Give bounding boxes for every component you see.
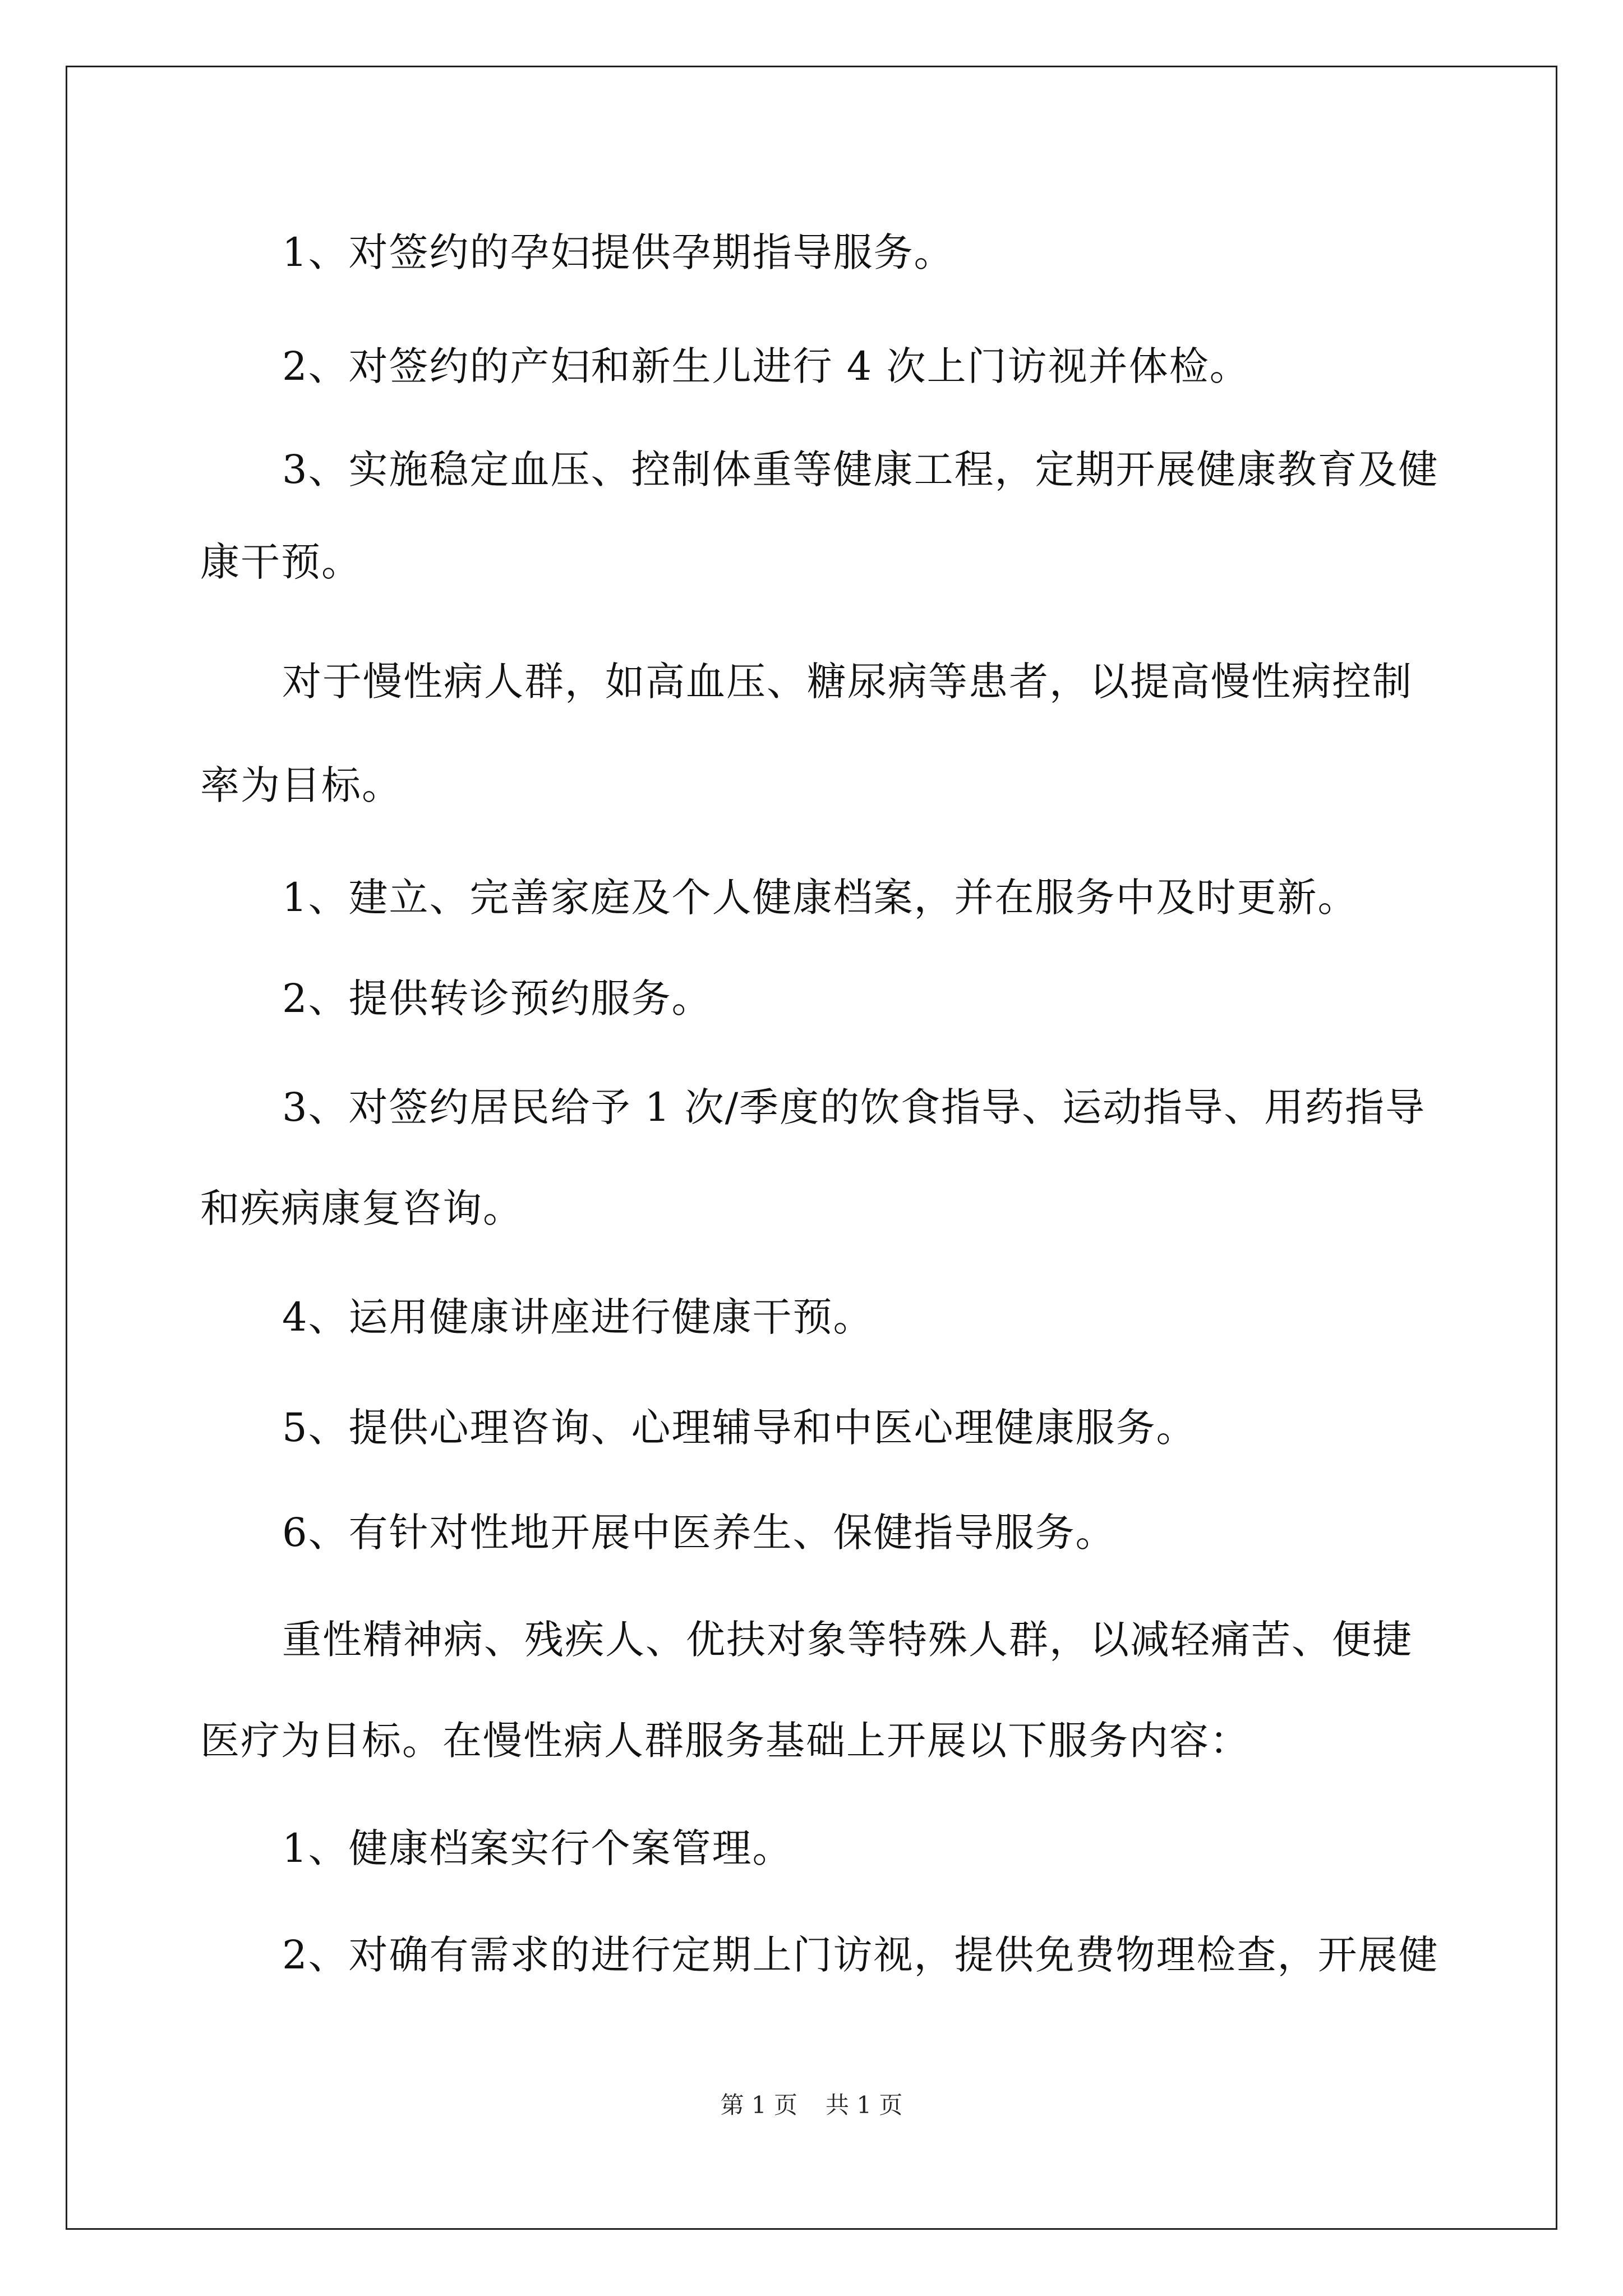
document-body [200, 0, 1439, 2160]
paragraph: 重性精神病、残疾人、优扶对象等特殊人群，以减轻痛苦、便捷 [282, 1617, 1413, 1663]
paragraph: 对于慢性病人群，如高血压、糖尿病等患者，以提高慢性病控制 [282, 659, 1413, 705]
paragraph: 2、对确有需求的进行定期上门访视，提供免费物理检查，开展健 [282, 1932, 1439, 1978]
paragraph-continuation: 医疗为目标。在慢性病人群服务基础上开展以下服务内容： [200, 1718, 1250, 1764]
page-number-total: 共 1 页 [826, 2091, 903, 2119]
page-number-current: 第 1 页 [720, 2091, 797, 2119]
page-footer [0, 2090, 1623, 2121]
paragraph: 3、实施稳定血压、控制体重等健康工程，定期开展健康教育及健 [282, 447, 1439, 493]
paragraph: 1、对签约的孕妇提供孕期指导服务。 [282, 229, 955, 275]
paragraph: 4、运用健康讲座进行健康干预。 [282, 1294, 874, 1340]
paragraph: 3、对签约居民给予 1 次/季度的饮食指导、运动指导、用药指导 [282, 1084, 1426, 1130]
paragraph-continuation: 康干预。 [200, 539, 362, 585]
paragraph: 5、提供心理咨询、心理辅导和中医心理健康服务。 [282, 1405, 1197, 1451]
paragraph: 2、对签约的产妇和新生儿进行 4 次上门访视并体检。 [282, 343, 1250, 389]
paragraph: 2、提供转诊预约服务。 [282, 976, 712, 1022]
paragraph: 6、有针对性地开展中医养生、保健指导服务。 [282, 1510, 1116, 1556]
paragraph: 1、建立、完善家庭及个人健康档案，并在服务中及时更新。 [282, 875, 1358, 921]
paragraph-continuation: 和疾病康复咨询。 [200, 1185, 523, 1231]
paragraph-continuation: 率为目标。 [200, 762, 402, 808]
paragraph: 1、健康档案实行个案管理。 [282, 1825, 793, 1871]
